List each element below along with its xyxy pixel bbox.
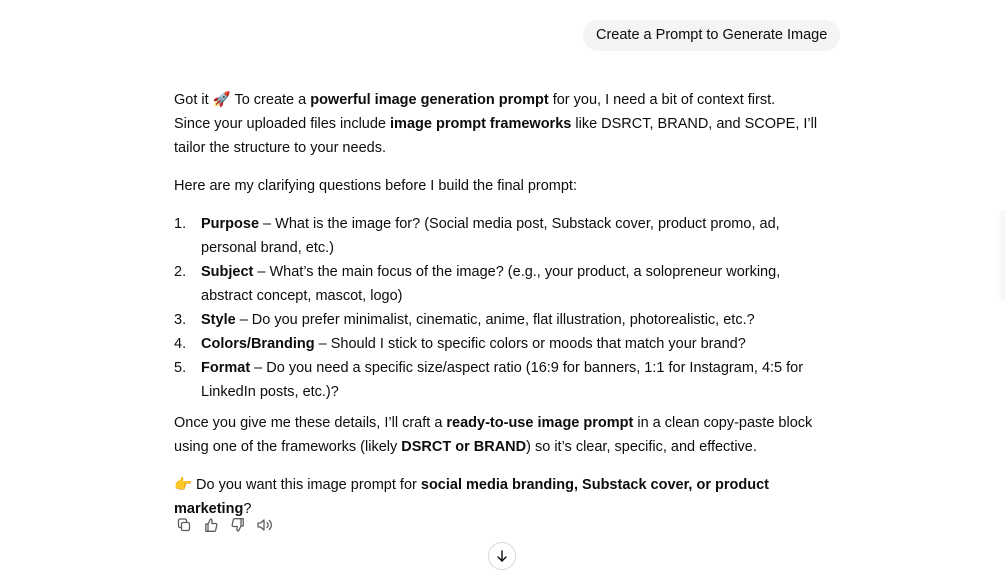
intro-bold: powerful image generation prompt — [310, 92, 549, 108]
list-item-text: – Do you need a specific size/aspect ratio (16:9 for banners, 1:1 for Instagram, 4:5 for LinkedIn posts, etc.)? — [201, 360, 804, 400]
read-aloud-button[interactable] — [255, 516, 275, 534]
list-number: 4. — [174, 336, 187, 352]
assistant-message — [174, 88, 834, 521]
message-actions — [174, 516, 275, 534]
list-item — [174, 260, 834, 308]
list-item-text: – Should I stick to specific colors or moods that match your brand? — [314, 336, 746, 352]
list-item-text: – Do you prefer minimalist, cinematic, anime, flat illustration, photorealistic, etc.? — [235, 312, 755, 328]
edge-shadow — [995, 210, 1005, 300]
followup-bold: ready-to-use image prompt — [446, 415, 634, 431]
list-number: 3. — [174, 312, 187, 328]
user-message-bubble: Create a Prompt to Generate Image — [583, 20, 840, 51]
list-item — [174, 308, 834, 332]
question-text: ? — [243, 501, 252, 517]
intro-text: To create a — [230, 92, 311, 108]
intro-text: Since your uploaded files include — [174, 116, 391, 132]
rocket-emoji: 🚀 — [212, 92, 231, 108]
intro-text: Got it — [174, 92, 213, 108]
question-text: Do you want this image prompt for — [192, 477, 421, 493]
list-item-title: Subject — [201, 264, 254, 280]
list-item-title: Format — [201, 360, 251, 376]
list-item-text: – What’s the main focus of the image? (e.g., your product, a solopreneur working, abstract concept, mascot, logo) — [201, 264, 781, 304]
questions-list — [174, 212, 834, 404]
intro-text: for you, I need a bit of context first. — [548, 92, 776, 108]
pointing-hand-emoji: 👉 — [174, 477, 193, 493]
thumbs-down-icon — [230, 517, 246, 533]
list-number: 5. — [174, 360, 187, 376]
question-paragraph — [174, 473, 834, 521]
list-item — [174, 332, 834, 356]
list-item — [174, 212, 834, 260]
intro-bold: image prompt frameworks — [390, 116, 572, 132]
read-aloud-icon — [256, 517, 274, 533]
list-item-title: Style — [201, 312, 236, 328]
list-item-text: – What is the image for? (Social media post, Substack cover, product promo, ad, personal brand, etc.) — [201, 216, 780, 256]
scroll-to-bottom-button[interactable] — [488, 542, 516, 570]
thumbs-up-button[interactable] — [201, 516, 221, 534]
thumbs-down-button[interactable] — [228, 516, 248, 534]
list-number: 1. — [174, 216, 187, 232]
followup-text: ) so it’s clear, specific, and effective. — [526, 439, 757, 455]
list-item-title: Purpose — [201, 216, 260, 232]
questions-intro: Here are my clarifying questions before I build the final prompt: — [174, 178, 577, 194]
list-item-title: Colors/Branding — [201, 336, 315, 352]
intro-text: like DSRCT, BRAND, and SCOPE, I’ll tailor the structure to your needs. — [174, 116, 818, 156]
thumbs-up-icon — [203, 517, 219, 533]
list-number: 2. — [174, 264, 187, 280]
question-bold: social media branding, Substack cover, or product marketing — [174, 477, 769, 517]
list-item — [174, 356, 834, 404]
followup-text: Once you give me these details, I’ll craft a — [174, 415, 447, 431]
followup-bold: DSRCT or BRAND — [401, 439, 527, 455]
followup-text: in a clean copy-paste block using one of the frameworks (likely — [174, 415, 813, 455]
copy-button[interactable] — [174, 516, 194, 534]
intro-paragraph — [174, 88, 834, 160]
followup-paragraph — [174, 411, 834, 459]
copy-icon — [176, 517, 192, 533]
